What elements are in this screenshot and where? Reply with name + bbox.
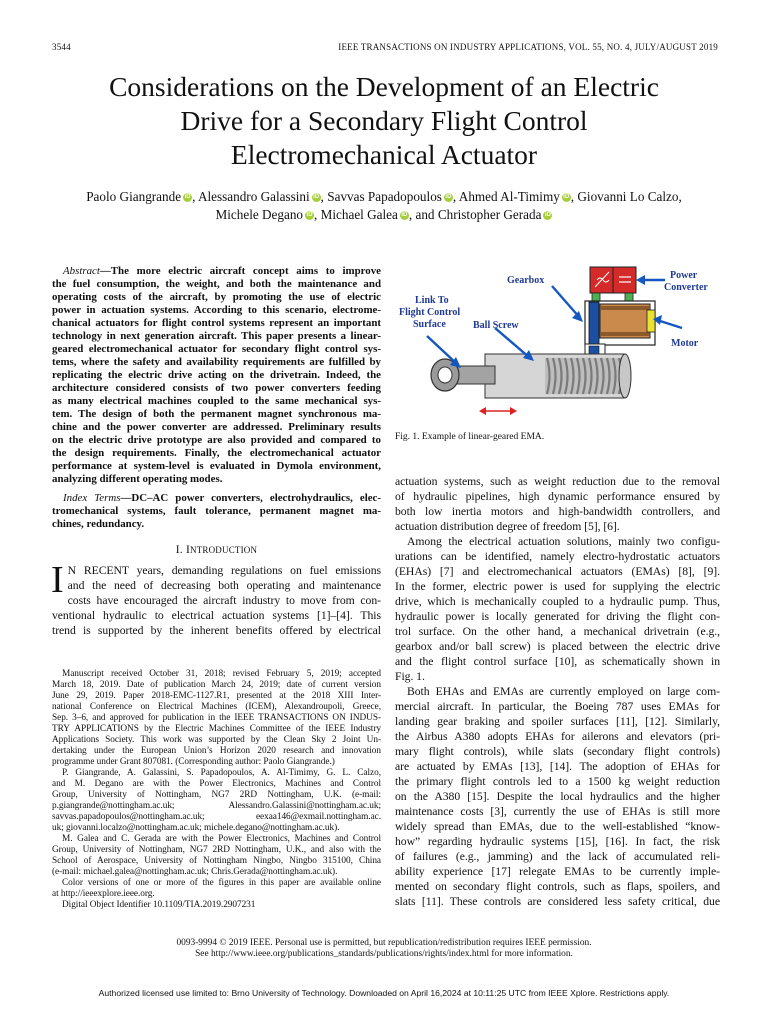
text-line: maintenance costs [3], currently the use of EHAs is still more (395, 805, 720, 818)
text-line: national Conference on Electrical Machines (ICEM), Alexandroupoli, Greece, (52, 702, 381, 712)
text-line: urations can be identified, namely electro-hydrostatic actuators (395, 550, 720, 563)
author-name: Michele Degano (215, 207, 304, 222)
author-line-1: Paolo Giangrande iD , Alessandro Galassini iD , Savvas Papadopoulos iD , Ahmed Al-Timimy iD , Giovanni Lo Calzo, (86, 189, 682, 204)
text-line: the primary flight controls led to a 1500 kg weight reduction (395, 775, 720, 788)
text-line: on the electric drive prototype are also provided and compared to (52, 434, 381, 446)
text-line: power in actuation systems. According to this scenario, electrome- (52, 304, 381, 316)
text-line: savvas.papadopoulos@nottingham.ac.uk; eexaa146@exmail.nottingham.ac. (52, 812, 381, 822)
text-line: how” regarding hydraulic systems [15], [16]. In fact, the risk (395, 835, 720, 848)
text-line: are actuated by EMAs [13], [14]. The adoption of EHAs for (395, 760, 720, 773)
text-line: of failures (e.g., jamming) and the lack of accumulated reli- (395, 850, 720, 863)
orcid-icon[interactable]: iD (401, 212, 408, 218)
text-line: Applications Society. This work was supported by the Clean Sky 2 Joint Un- (52, 735, 381, 745)
text-line: landing gear braking and spoiler surfaces [11], [12]. Similarly, (395, 715, 720, 728)
orcid-icon[interactable]: iD (563, 194, 570, 200)
text-line: actuation systems, such as weight reduction due to the removal (395, 475, 720, 488)
text-line: the Airbus A380 adopts EHAs for ailerons and elevators (pri- (395, 730, 720, 743)
copyright-line: 0093-9994 © 2019 IEEE. Personal use is permitted, but republication/redistribution requires IEEE permission. (176, 938, 592, 948)
journal-header: IEEE TRANSACTIONS ON INDUSTRY APPLICATIONS, VOL. 55, NO. 4, JULY/AUGUST 2019 (338, 42, 718, 52)
text-line: hydraulic power is locally generated for driving the flight con- (395, 610, 720, 623)
text-line: tromechanical systems, fault tolerance, permanent magnet ma- (52, 505, 381, 517)
index-terms (52, 492, 381, 531)
text-line: the fuel consumption, the weight, and both the maintenance and (52, 278, 381, 290)
text-line: Index Terms—DC–AC power converters, electrohydraulics, elec- (63, 492, 382, 504)
text-line: dertaking under the European Union’s Horizon 2020 research and innovation (52, 746, 381, 756)
text-line: ability experience [17] relegate EMAs to be currently imple- (395, 865, 720, 878)
label-link: Link To (415, 295, 449, 306)
label-power-converter: Converter (664, 282, 708, 293)
text-line: and the flight control surface [10], as schematically shown in (395, 655, 720, 668)
text-line: widely spread than EMAs, due to the well-established “know- (395, 820, 720, 833)
abstract (52, 265, 381, 486)
text-line: chines, redundancy. (52, 518, 145, 530)
section-number: I. (175, 544, 183, 556)
author-name: Alessandro Galassini (197, 189, 310, 204)
orcid-icon[interactable]: iD (306, 212, 313, 218)
text-line: chine and the power converter are addressed. Preliminary results (52, 421, 381, 433)
text-line: programme under Grant 807081. (Corresponding author: Paolo Giangrande.) (52, 757, 335, 767)
figure-caption: Fig. 1. Example of linear-geared EMA. (395, 432, 545, 442)
abstract-label: Abstract (63, 265, 100, 277)
text-line: at http://ieeexplore.ieee.org. (52, 889, 155, 899)
section-title: INTRODUCTION (185, 544, 258, 556)
text-line: costs have encouraged the aircraft industry to move from con- (67, 594, 381, 607)
label-link: Surface (413, 319, 446, 330)
orcid-icon[interactable]: iD (313, 194, 320, 200)
copyright-line: See http://www.ieee.org/publications_standards/publications/rights/index.html for more information. (195, 949, 573, 959)
text-line: analyzing different operating modes. (52, 473, 223, 485)
label-gearbox: Gearbox (507, 275, 545, 286)
text-line: the design requirements. Finally, the electromechanical actuator (52, 447, 381, 459)
author-name: Savvas Papadopoulos (327, 189, 442, 204)
text-line: mented on secondary flight controls, such as flaps, spoilers, and (395, 880, 720, 893)
text-line: Group, University of Nottingham, NG7 2RD Nottingham, U.K., and also with the (52, 845, 381, 855)
text-line: In the former, electric power is used for supplying the electric (395, 580, 720, 593)
text-line: (EHAs) [7] and electromechanical actuators (EMAs) [8], [9]. (395, 565, 720, 578)
text-line: mercial aircraft. In particular, the Boeing 787 uses EMAs for (395, 700, 720, 713)
footnote (52, 669, 381, 911)
text-line: slats [11]. These controls are considered less safety critical, due (395, 895, 720, 908)
text-line: chanical actuators for flight control systems represent an important (52, 317, 381, 329)
author-line-2: Michele Degano iD , Michael Galea iD , and Christopher Gerada iD (215, 207, 551, 222)
text-line: tems, where the safety and availability requirements are fulfilled by (52, 356, 381, 368)
text-line: and M. Degano are with the Power Electronics, Machines and Control (52, 779, 381, 789)
text-line: and the need of decreasing both operating and maintenance (67, 579, 381, 592)
text-line: TRY APPLICATIONS by the Electric Machines Committee of the IEEE Industry (52, 724, 381, 734)
label-link: Flight Control (399, 307, 461, 318)
text-line: on the A380 [15]. Despite the local hydraulics and the higher (395, 790, 720, 803)
figure-ema-diagram (395, 258, 720, 428)
text-line: Color versions of one or more of the figures in this paper are available online (62, 878, 381, 888)
text-line: performance at system-level is evaluated in Dymola environment, (52, 460, 381, 472)
text-line: Sep. 3–6, and approved for publication in the IEEE TRANSACTIONS ON INDUS- (52, 713, 381, 723)
text-line: both low inertia motors and high-bandwidth controllers, and (395, 505, 720, 518)
text-line: uk; giovanni.localzo@nottingham.ac.uk; michele.degano@nottingham.ac.uk). (52, 823, 340, 833)
text-line: Group, University of Nottingham, NG7 2RD Nottingham, U.K. (e-mail: (52, 790, 381, 800)
section-heading (52, 544, 381, 556)
label-ball-screw: Ball Screw (473, 320, 519, 331)
text-line: trend is supported by the inherent benefits offered by electrical (52, 624, 381, 637)
intro-paragraph (51, 559, 381, 638)
text-line: March 18, 2019. Date of publication March 24, 2019; date of current version (52, 680, 381, 690)
text-line: Among the electrical actuation solutions, mainly two configu- (407, 535, 720, 548)
text-line: mary flight controls), while slats (secondary flight controls) (395, 745, 720, 758)
text-line: actuation distribution degree of freedom [5], [6]. (395, 520, 620, 533)
text-line: Digital Object Identifier 10.1109/TIA.2019.2907231 (62, 900, 256, 910)
text-line: technology in next generation aircraft. This paper presents a linear- (52, 330, 381, 342)
text-line: (e-mail: michael.galea@nottingham.ac.uk; Chris.Gerada@nottingham.ac.uk). (52, 867, 338, 877)
ball-screw (545, 358, 625, 394)
text-line: Abstract—The more electric aircraft concept aims to improve (63, 265, 381, 277)
drop-cap: I (51, 559, 64, 601)
text-line: replicating the electric drive acting on the drivetrain. Indeed, the (52, 369, 381, 381)
text-line: School of Aerospace, University of Nottingham Ningbo, Ningbo 315100, China (52, 856, 381, 866)
author-name: Paolo Giangrande (86, 189, 182, 204)
page-number: 3544 (52, 42, 71, 52)
body-right-column (395, 474, 720, 909)
text-line: trol surface. On the other hand, a mechanical drivetrain (e.g., (395, 625, 720, 638)
orcid-icon[interactable]: iD (184, 194, 191, 200)
title-line: Electromechanical Actuator (230, 139, 538, 170)
index-terms-label: Index Terms (63, 492, 121, 504)
text-line: as many electrical machines coupled to the same mechanical sys- (52, 395, 381, 407)
motion-arrow (479, 407, 517, 415)
orcid-icon[interactable]: iD (445, 194, 452, 200)
text-line: ventional hydraulic to electrical actuation systems [1]–[4]. This (52, 609, 381, 622)
title-line: Considerations on the Development of an Electric (109, 71, 659, 102)
label-power-converter: Power (670, 270, 698, 281)
text-line: M. Galea and C. Gerada are with the Power Electronics, Machines and Control (62, 834, 381, 844)
copyright-notice (40, 938, 728, 960)
text-line: p.giangrande@nottingham.ac.uk; Alessandro.Galassini@nottingham.ac.uk; (52, 801, 381, 811)
first-word: N RECENT (67, 564, 129, 577)
text-line: Fig. 1. (395, 670, 425, 683)
text-line: June 29, 2019. Paper 2018-EMC-1127.R1, presented at the 2018 XIII Inter- (52, 691, 381, 701)
author-name: Giovanni Lo Calzo, (577, 189, 682, 204)
text-line: architecture considered consists of two power converters feeding (52, 382, 381, 394)
paper-title (40, 70, 728, 172)
text-line: tem. The design of both the permanent magnet synchronous ma- (52, 408, 381, 420)
text-line: Both EHAs and EMAs are currently employed on large com- (407, 685, 720, 698)
text-line: P. Giangrande, A. Galassini, S. Papadopoulos, A. Al-Timimy, G. L. Calzo, (62, 768, 381, 778)
text-line: gearbox and/or ball screw) is placed between the electric drive (395, 640, 720, 653)
text-line: drive, which is mechanically coupled to a hydraulic pump. Thus, (395, 595, 720, 608)
title-line: Drive for a Secondary Flight Control (180, 105, 588, 136)
text-line: operating costs of the aircraft, by promoting the use of electric (52, 291, 381, 303)
author-name: and Christopher Gerada (415, 207, 542, 222)
author-list (40, 188, 728, 224)
text-line: of hydraulic pipelines, high dynamic performance ensured by (395, 490, 720, 503)
text-line: geared electromechanical actuator for secondary flight control sys- (52, 343, 381, 355)
label-motor: Motor (671, 338, 699, 349)
text-line: Manuscript received October 31, 2018; revised February 5, 2019; accepted (62, 669, 381, 679)
author-name: Ahmed Al-Timimy (458, 189, 560, 204)
text-line: N RECENT years, demanding regulations on fuel emissions (67, 564, 381, 577)
orcid-icon[interactable]: iD (544, 212, 551, 218)
author-name: Michael Galea (320, 207, 398, 222)
authorized-use-note: Authorized licensed use limited to: Brno University of Technology. Downloaded on April 16,2024 at 10:11:25 UTC from IEEE Xplore. Restrictions apply. (98, 988, 670, 998)
